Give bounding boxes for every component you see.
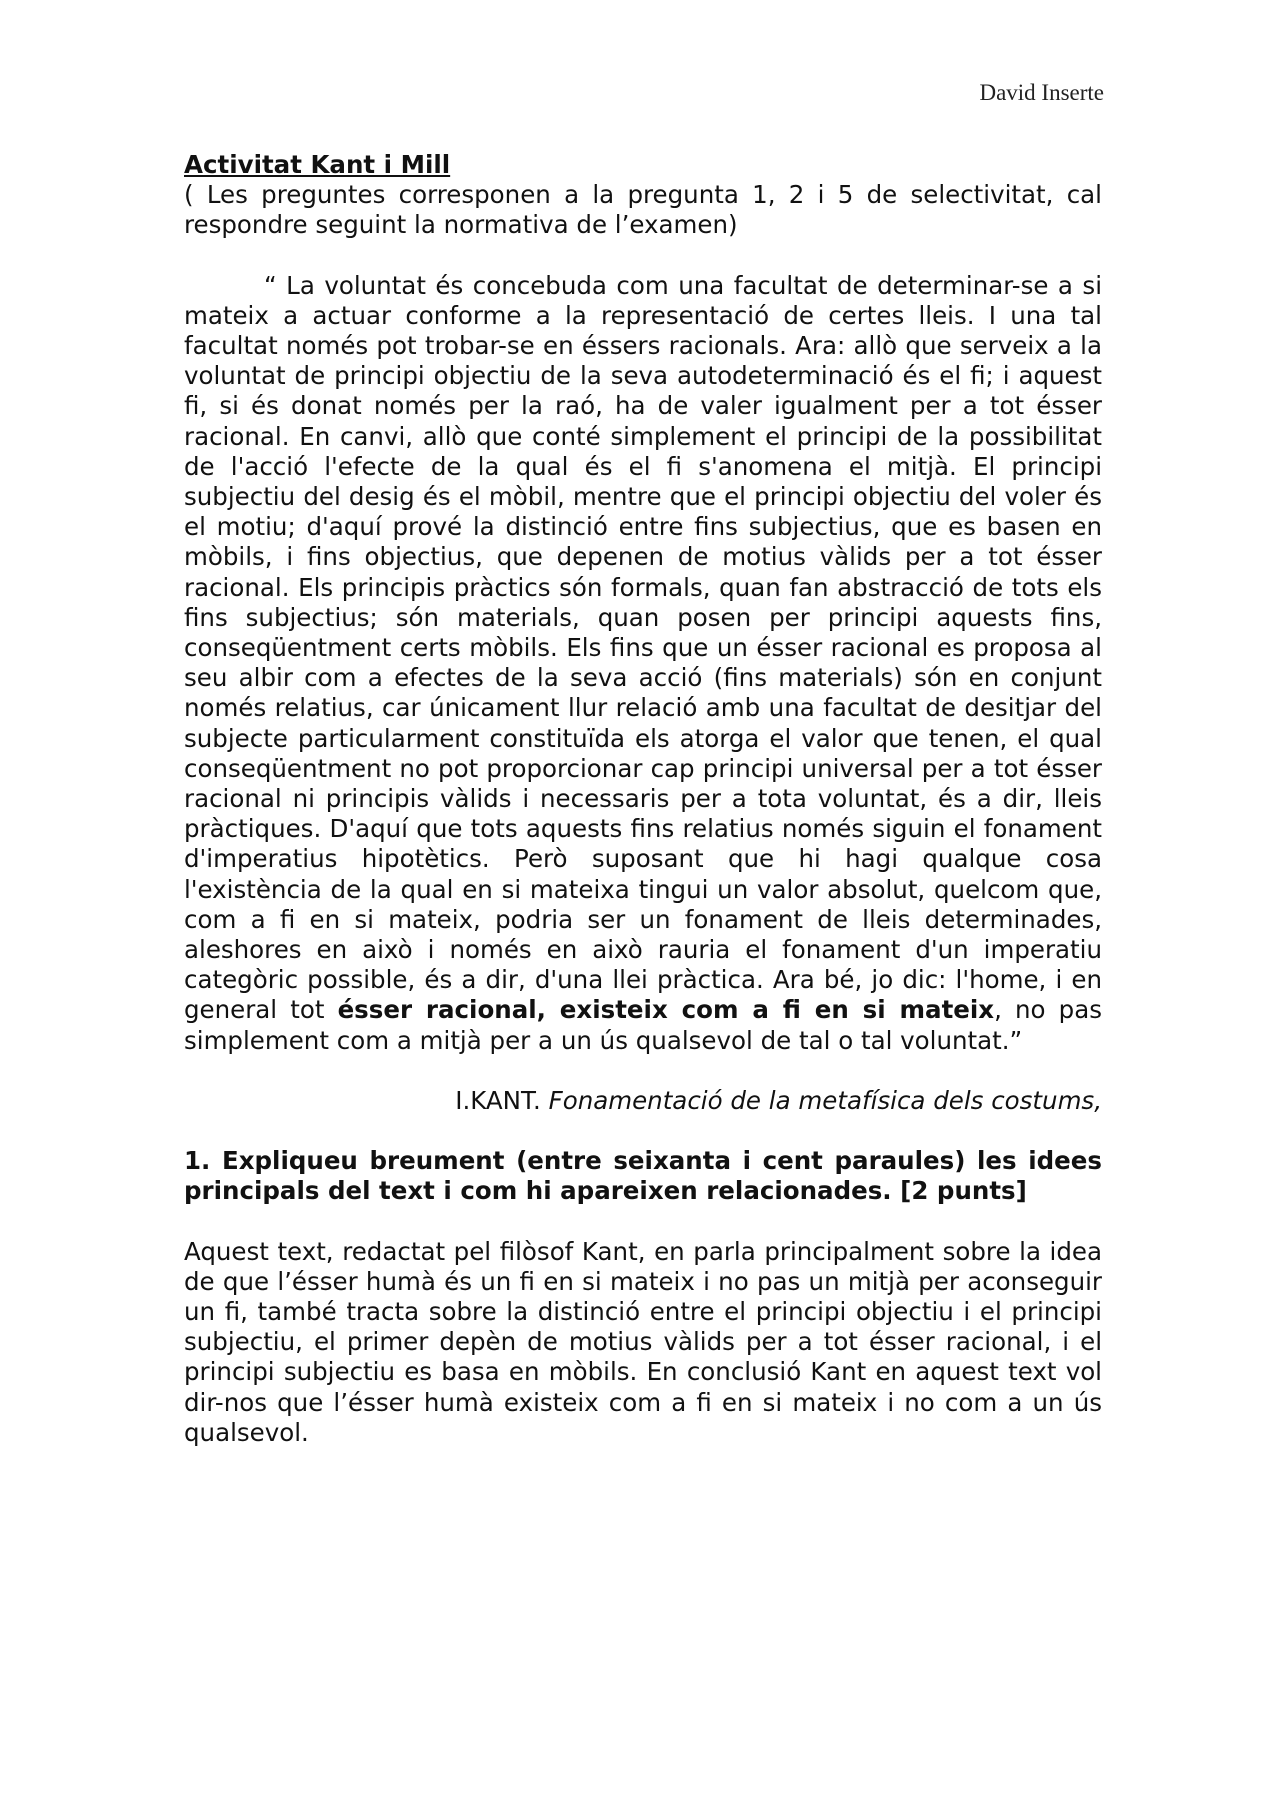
document-title: Activitat Kant i Mill xyxy=(184,150,451,179)
answer-1: Aquest text, redactat pel filòsof Kant, en parla principalment sobre la idea de que l’ésser humà és un fi en si mateix i no pas un mitjà per aconseguir un fi, també tracta sobre la distinció entre el principi objectiu i el principi subjectiu, el primer depèn de motius vàlids per a tot ésser racional, i el principi subjectiu es basa en mòbils. En conclusió Kant en aquest text vol dir-nos que l’ésser humà existeix com a fi en si mateix i no com a un ús qualsevol. xyxy=(184,1236,1102,1447)
citation-work: Fonamentació de la metafísica dels costums, xyxy=(548,1085,1102,1115)
document-subtitle: ( Les preguntes corresponen a la pregunta 1, 2 i 5 de selectivitat, cal respondre seguint la normativa de l’examen) xyxy=(184,180,1102,240)
question-1: 1. Expliqueu breument (entre seixanta i cent paraules) les idees principals del text i com hi apareixen relacionades. [2 punts] xyxy=(184,1146,1102,1206)
kant-quote xyxy=(184,271,1102,1056)
quote-citation xyxy=(184,1086,1102,1116)
document-body xyxy=(184,150,1102,1448)
quote-text-part1: “ La voluntat és concebuda com una facultat de determinar-se a si mateix a actuar conforme a la representació de certes lleis. I una tal facultat només pot trobar-se en éssers racionals. Ara: allò que serveix a la voluntat de principi objectiu de la seva autodeterminació és el fi; i aquest fi, si és donat només per la raó, ha de valer igualment per a tot ésser racional. En canvi, allò que conté simplement el principi de la possibilitat de l'acció l'efecte de la qual és el fi s'anomena el mitjà. El principi subjectiu del desig és el mòbil, mentre que el principi objectiu del voler és el motiu; d'aquí prové la distinció entre fins subjectius, que es basen en mòbils, i fins objectius, que depenen de motius vàlids per a tot ésser racional. Els principis pràctics són formals, quan fan abstracció de tots els fins subjectius; són materials, quan posen per principi aquests fins, conseqüentment certs mòbils. Els fins que un ésser racional es proposa al seu albir com a efectes de la seva acció (fins materials) són en conjunt només relatius, car únicament llur relació amb una facultat de desitjar del subjecte particularment constituïda els atorga el valor que tenen, el qual conseqüentment no pot proporcionar cap principi universal per a tot ésser racional ni principis vàlids i necessaris per a tota voluntat, és a dir, lleis pràctiques. D'aquí que tots aquests fins relatius només siguin el fonament d'imperatius hipotètics. Però suposant que hi hagi qualque cosa l'existència de la qual en si mateixa tingui un valor absolut, quelcom que, com a fi en si mateix, podria ser un fonament de lleis determinades, aleshores en això i només en això rauria el fonament d'un imperatiu categòric possible, és a dir, d'una llei pràctica. Ara bé, jo dic: l'home, i en general tot xyxy=(184,270,1102,1025)
quote-text-part2: , no pas simplement com a mitjà per a un ús qualsevol de tal o tal voluntat.” xyxy=(184,995,1102,1055)
citation-author: I.KANT. xyxy=(455,1085,549,1115)
quote-bold-phrase: ésser racional, existeix com a fi en si mateix xyxy=(337,995,995,1025)
header-author: David Inserte xyxy=(979,80,1104,105)
